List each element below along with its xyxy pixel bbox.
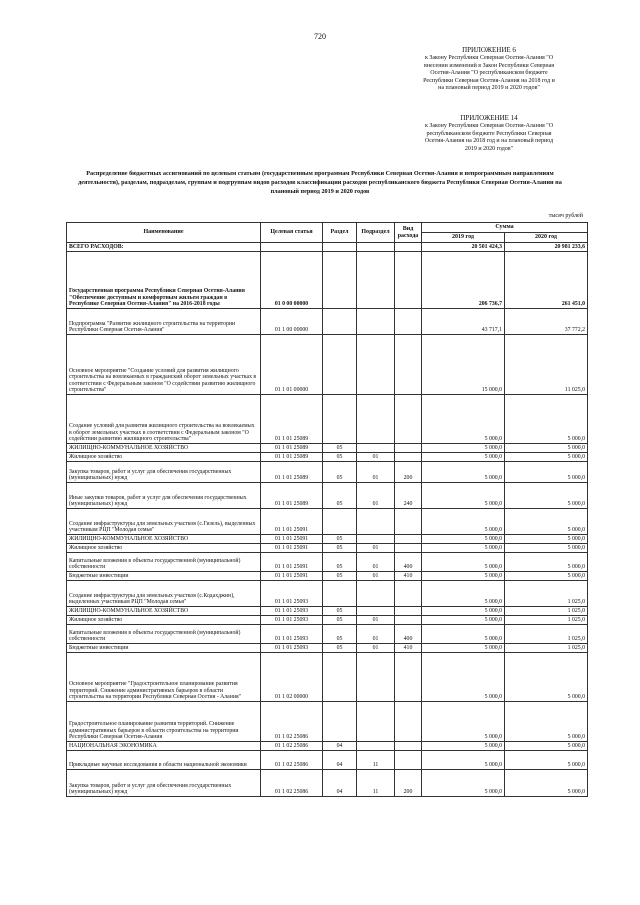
row-section: 05 xyxy=(323,607,357,616)
header-expense-type: Вид расхода xyxy=(395,223,422,243)
row-sum-2020: 261 451,0 xyxy=(505,252,588,309)
table-row xyxy=(67,395,588,444)
table-row xyxy=(67,644,588,653)
row-section: 05 xyxy=(323,544,357,553)
table-row xyxy=(67,770,588,797)
row-sum-2019: 5 000,0 xyxy=(422,444,505,453)
row-name: Прикладные научные исследования в области национальной экономики xyxy=(67,751,261,770)
table-row xyxy=(67,653,588,702)
row-sum-2019: 5 000,0 xyxy=(422,625,505,644)
annex-6-line: к Закону Республики Северная Осетия-Алания "О xyxy=(424,55,554,61)
row-expense-type xyxy=(395,309,422,335)
row-sum-2020: 5 000,0 xyxy=(505,483,588,509)
row-sum-2019: 5 000,0 xyxy=(422,644,505,653)
row-subsection xyxy=(357,444,395,453)
row-sum-2020: 5 000,0 xyxy=(505,444,588,453)
row-expense-type: 410 xyxy=(395,572,422,581)
row-sum-2019: 5 000,0 xyxy=(422,483,505,509)
row-subsection xyxy=(357,395,395,444)
table-row xyxy=(67,553,588,572)
row-sum-2019: 5 000,0 xyxy=(422,751,505,770)
annex-6-header xyxy=(394,46,584,93)
row-subsection: 01 xyxy=(357,572,395,581)
row-name: Государственная программа Республики Северная Осетия-Алания "Обеспечение доступным и комфортным жильем граждан в Республике Северная Осетия-Алания" на 2016-2018 годы xyxy=(67,252,261,309)
row-subsection xyxy=(357,252,395,309)
row-section: 05 xyxy=(323,644,357,653)
row-sum-2020: 5 000,0 xyxy=(505,770,588,797)
annex-6-line: на плановый период 2019 и 2020 годов" xyxy=(438,85,540,92)
row-sum-2020: 5 000,0 xyxy=(505,742,588,751)
table-row xyxy=(67,535,588,544)
table-row xyxy=(67,444,588,453)
row-article: 01 1 02 25086 xyxy=(261,702,323,742)
row-sum-2019: 5 000,0 xyxy=(422,553,505,572)
table-row xyxy=(67,702,588,742)
row-article: 01 1 01 25093 xyxy=(261,607,323,616)
row-article: 01 1 01 00000 xyxy=(261,335,323,395)
row-name: Создание инфраструктуры для земельных участков (с.Гизель), выделенных участникам РЦП "Молодая семья" xyxy=(67,509,261,535)
units-label: тысяч рублей xyxy=(548,213,583,219)
annex-6-title: ПРИЛОЖЕНИЕ 6 xyxy=(462,46,516,54)
row-subsection xyxy=(357,509,395,535)
table-row xyxy=(67,309,588,335)
row-section: 04 xyxy=(323,742,357,751)
row-sum-2020: 5 000,0 xyxy=(505,572,588,581)
row-article: 01 1 02 25086 xyxy=(261,751,323,770)
row-name: НАЦИОНАЛЬНАЯ ЭКОНОМИКА xyxy=(67,742,261,751)
row-section xyxy=(323,653,357,702)
row-expense-type: 400 xyxy=(395,625,422,644)
row-sum-2020: 5 000,0 xyxy=(505,653,588,702)
row-name: ЖИЛИЩНО-КОММУНАЛЬНОЕ ХОЗЯЙСТВО xyxy=(67,535,261,544)
row-sum-2020: 5 000,0 xyxy=(505,544,588,553)
row-expense-type xyxy=(395,509,422,535)
table-row xyxy=(67,751,588,770)
row-sum-2020: 1 025,0 xyxy=(505,581,588,607)
table-row xyxy=(67,616,588,625)
row-article: 01 1 01 25091 xyxy=(261,572,323,581)
row-expense-type: 400 xyxy=(395,553,422,572)
row-subsection: 01 xyxy=(357,616,395,625)
row-article: 01 1 01 25091 xyxy=(261,535,323,544)
row-name: Иные закупки товаров, работ и услуг для обеспечения государственных (муниципальных) нужд xyxy=(67,483,261,509)
header-sum: Сумма xyxy=(422,223,588,233)
row-subsection: 01 xyxy=(357,544,395,553)
row-expense-type xyxy=(395,742,422,751)
row-sum-2020: 1 025,0 xyxy=(505,625,588,644)
annex-14-line: республиканском бюджете Республики Северная xyxy=(426,130,552,137)
row-name: Закупка товаров, работ и услуг для обеспечения государственных (муниципальных) нужд xyxy=(67,462,261,483)
row-sum-2020: 1 025,0 xyxy=(505,644,588,653)
row-expense-type xyxy=(395,335,422,395)
total-row xyxy=(67,243,588,252)
row-sum-2019: 5 000,0 xyxy=(422,453,505,462)
row-sum-2019: 206 736,7 xyxy=(422,252,505,309)
row-article: 01 1 01 25089 xyxy=(261,453,323,462)
row-article: 01 1 01 25091 xyxy=(261,509,323,535)
row-section xyxy=(323,509,357,535)
row-article: 01 1 01 25089 xyxy=(261,462,323,483)
annex-6-line: Республики Северная Осетия-Алания на 2018 год и xyxy=(423,77,555,84)
row-sum-2019: 5 000,0 xyxy=(422,742,505,751)
row-sum-2020: 1 025,0 xyxy=(505,607,588,616)
header-subsection: Подраздел xyxy=(357,223,395,243)
row-expense-type xyxy=(395,544,422,553)
row-sum-2019: 5 000,0 xyxy=(422,653,505,702)
row-name: Жилищное хозяйство xyxy=(67,544,261,553)
table-row xyxy=(67,581,588,607)
row-section: 05 xyxy=(323,572,357,581)
row-article: 01 1 01 25089 xyxy=(261,483,323,509)
row-subsection xyxy=(357,653,395,702)
row-subsection xyxy=(357,309,395,335)
row-section xyxy=(323,335,357,395)
row-name: Жилищное хозяйство xyxy=(67,453,261,462)
table-row xyxy=(67,453,588,462)
row-sum-2019: 15 000,0 xyxy=(422,335,505,395)
row-article: 01 1 02 25086 xyxy=(261,770,323,797)
row-expense-type xyxy=(395,607,422,616)
row-section: 05 xyxy=(323,535,357,544)
row-article: 01 1 01 25093 xyxy=(261,616,323,625)
header-section: Раздел xyxy=(323,223,357,243)
row-name: Подпрограмма "Развитие жилищного строительства на территории Республики Северная Осетия-Алания" xyxy=(67,309,261,335)
row-sum-2020: 5 000,0 xyxy=(505,751,588,770)
row-subsection xyxy=(357,742,395,751)
row-sum-2020: 5 000,0 xyxy=(505,535,588,544)
row-article: 01 1 01 25091 xyxy=(261,553,323,572)
table-row xyxy=(67,572,588,581)
row-sum-2019: 5 000,0 xyxy=(422,581,505,607)
row-subsection: 01 xyxy=(357,483,395,509)
row-sum-2019: 43 717,1 xyxy=(422,309,505,335)
row-expense-type xyxy=(395,616,422,625)
row-name: Жилищное хозяйство xyxy=(67,616,261,625)
annex-14-line: 2019 и 2020 годов" xyxy=(464,145,514,152)
row-sum-2019: 5 000,0 xyxy=(422,509,505,535)
row-section: 05 xyxy=(323,453,357,462)
row-name: Закупка товаров, работ и услуг для обеспечения государственных (муниципальных) нужд xyxy=(67,770,261,797)
row-sum-2020: 5 000,0 xyxy=(505,453,588,462)
row-sum-2020: 11 025,0 xyxy=(505,335,588,395)
row-section: 04 xyxy=(323,751,357,770)
row-expense-type xyxy=(395,395,422,444)
annex-6-line: внесении изменений в Закон Республики Северная xyxy=(423,62,555,69)
header-year-2020: 2020 год xyxy=(505,233,588,243)
annex-14-header xyxy=(394,114,584,153)
row-name: Бюджетные инвестиции xyxy=(67,644,261,653)
table-row xyxy=(67,462,588,483)
row-name: Капитальные вложения в объекты государственной (муниципальной) собственности xyxy=(67,625,261,644)
empty-cell xyxy=(395,243,422,252)
row-subsection xyxy=(357,702,395,742)
row-article: 01 1 01 25093 xyxy=(261,644,323,653)
row-article: 01 1 00 00000 xyxy=(261,309,323,335)
total-label: ВСЕГО РАСХОДОВ: xyxy=(67,243,261,252)
row-name: Основное мероприятие "Создание условий для развития жилищного строительства на вовлекаемых в гражданский оборот земельных участках в соответствии с Федеральным законом "О содействии развитию жилищного строительства" xyxy=(67,335,261,395)
row-expense-type: 240 xyxy=(395,483,422,509)
row-section: 05 xyxy=(323,462,357,483)
row-name: Создание инфраструктуры для земельных участков (с.Кодахджин), выделенных участникам РЦП "Молодая семья" xyxy=(67,581,261,607)
row-sum-2019: 5 000,0 xyxy=(422,770,505,797)
row-subsection: 01 xyxy=(357,553,395,572)
row-section xyxy=(323,395,357,444)
row-sum-2019: 5 000,0 xyxy=(422,572,505,581)
row-name: Создание условий для развития жилищного строительства на вовлекаемых в оборот земельных участках в соответствии с Федеральным законом "О содействии развитию жилищного строительства" xyxy=(67,395,261,444)
row-sum-2019: 5 000,0 xyxy=(422,535,505,544)
row-sum-2020: 5 000,0 xyxy=(505,553,588,572)
table-row xyxy=(67,483,588,509)
row-article: 01 1 01 25089 xyxy=(261,444,323,453)
header-year-2019: 2019 год xyxy=(422,233,505,243)
row-sum-2020: 5 000,0 xyxy=(505,702,588,742)
row-sum-2020: 5 000,0 xyxy=(505,509,588,535)
row-name: Градостроительное планирование развития территорий. Снижение административных барьеров в области строительства на территории Республики Северная Осетия-Алания xyxy=(67,702,261,742)
row-expense-type: 200 xyxy=(395,462,422,483)
total-2019: 20 501 424,3 xyxy=(422,243,505,252)
row-article: 01 1 02 25086 xyxy=(261,742,323,751)
row-subsection: 01 xyxy=(357,453,395,462)
document-title: Распределение бюджетных ассигнований по целевым статьям (государственным программам Республики Северная Осетия-Алания и непрограммным направлениям деятельности), разделам, подразделам, группам и подгруппам видов расходов классификации расходов республиканского бюджета Республики Северная Осетия-Алании на плановый период 2019 и 2020 годов xyxy=(78,170,562,195)
row-subsection: 11 xyxy=(357,751,395,770)
row-section: 05 xyxy=(323,444,357,453)
row-sum-2020: 5 000,0 xyxy=(505,395,588,444)
row-sum-2020: 37 772,2 xyxy=(505,309,588,335)
annex-14-line: Осетия-Алания на 2018 год и на плановый период xyxy=(424,138,554,145)
row-expense-type xyxy=(395,252,422,309)
row-name: Бюджетные инвестиции xyxy=(67,572,261,581)
row-article: 01 1 01 25091 xyxy=(261,544,323,553)
row-expense-type xyxy=(395,653,422,702)
budget-table xyxy=(66,222,588,797)
row-name: ЖИЛИЩНО-КОММУНАЛЬНОЕ ХОЗЯЙСТВО xyxy=(67,444,261,453)
row-sum-2019: 5 000,0 xyxy=(422,544,505,553)
row-expense-type xyxy=(395,535,422,544)
row-sum-2020: 5 000,0 xyxy=(505,462,588,483)
table-row xyxy=(67,742,588,751)
page-number: 720 xyxy=(314,32,326,41)
row-subsection: 01 xyxy=(357,462,395,483)
row-expense-type xyxy=(395,453,422,462)
header-name: Наименование xyxy=(67,223,261,243)
table-row xyxy=(67,335,588,395)
row-article: 01 1 01 25089 xyxy=(261,395,323,444)
row-section: 05 xyxy=(323,625,357,644)
table-row xyxy=(67,607,588,616)
row-subsection xyxy=(357,535,395,544)
row-name: Основное мероприятие "Градостроительное планирование развития территорий. Снижение административных барьеров в области строительства на территории Республики Северная Осетия - Алания" xyxy=(67,653,261,702)
row-name: ЖИЛИЩНО-КОММУНАЛЬНОЕ ХОЗЯЙСТВО xyxy=(67,607,261,616)
row-section xyxy=(323,581,357,607)
row-article: 01 0 00 00000 xyxy=(261,252,323,309)
table-row xyxy=(67,509,588,535)
row-section: 05 xyxy=(323,616,357,625)
row-subsection xyxy=(357,581,395,607)
row-sum-2019: 5 000,0 xyxy=(422,462,505,483)
row-expense-type xyxy=(395,444,422,453)
row-sum-2019: 5 000,0 xyxy=(422,607,505,616)
row-sum-2019: 5 000,0 xyxy=(422,702,505,742)
row-section: 04 xyxy=(323,770,357,797)
row-section xyxy=(323,702,357,742)
row-name: Капитальные вложения в объекты государственной (муниципальной) собственности xyxy=(67,553,261,572)
row-expense-type xyxy=(395,581,422,607)
total-2020: 20 981 233,6 xyxy=(505,243,588,252)
row-section: 05 xyxy=(323,553,357,572)
row-expense-type xyxy=(395,702,422,742)
empty-cell xyxy=(357,243,395,252)
row-section xyxy=(323,309,357,335)
annex-14-line: к Закону Республики Северная Осетия-Алания "О xyxy=(424,123,554,129)
row-article: 01 1 01 25093 xyxy=(261,625,323,644)
empty-cell xyxy=(261,243,323,252)
header-article: Целевая статья xyxy=(261,223,323,243)
annex-14-title: ПРИЛОЖЕНИЕ 14 xyxy=(460,114,518,122)
row-subsection: 01 xyxy=(357,644,395,653)
row-article: 01 1 02 00000 xyxy=(261,653,323,702)
row-section: 05 xyxy=(323,483,357,509)
table-row xyxy=(67,252,588,309)
table-row xyxy=(67,625,588,644)
row-sum-2019: 5 000,0 xyxy=(422,395,505,444)
row-subsection: 11 xyxy=(357,770,395,797)
empty-cell xyxy=(323,243,357,252)
row-expense-type: 410 xyxy=(395,644,422,653)
row-subsection: 01 xyxy=(357,625,395,644)
row-expense-type: 200 xyxy=(395,770,422,797)
annex-6-line: Осетия-Алания "О республиканском бюджете xyxy=(430,70,548,77)
row-sum-2019: 5 000,0 xyxy=(422,616,505,625)
row-sum-2020: 1 025,0 xyxy=(505,616,588,625)
row-article: 01 1 01 25093 xyxy=(261,581,323,607)
row-section xyxy=(323,252,357,309)
row-expense-type xyxy=(395,751,422,770)
row-subsection xyxy=(357,335,395,395)
row-subsection xyxy=(357,607,395,616)
table-row xyxy=(67,544,588,553)
